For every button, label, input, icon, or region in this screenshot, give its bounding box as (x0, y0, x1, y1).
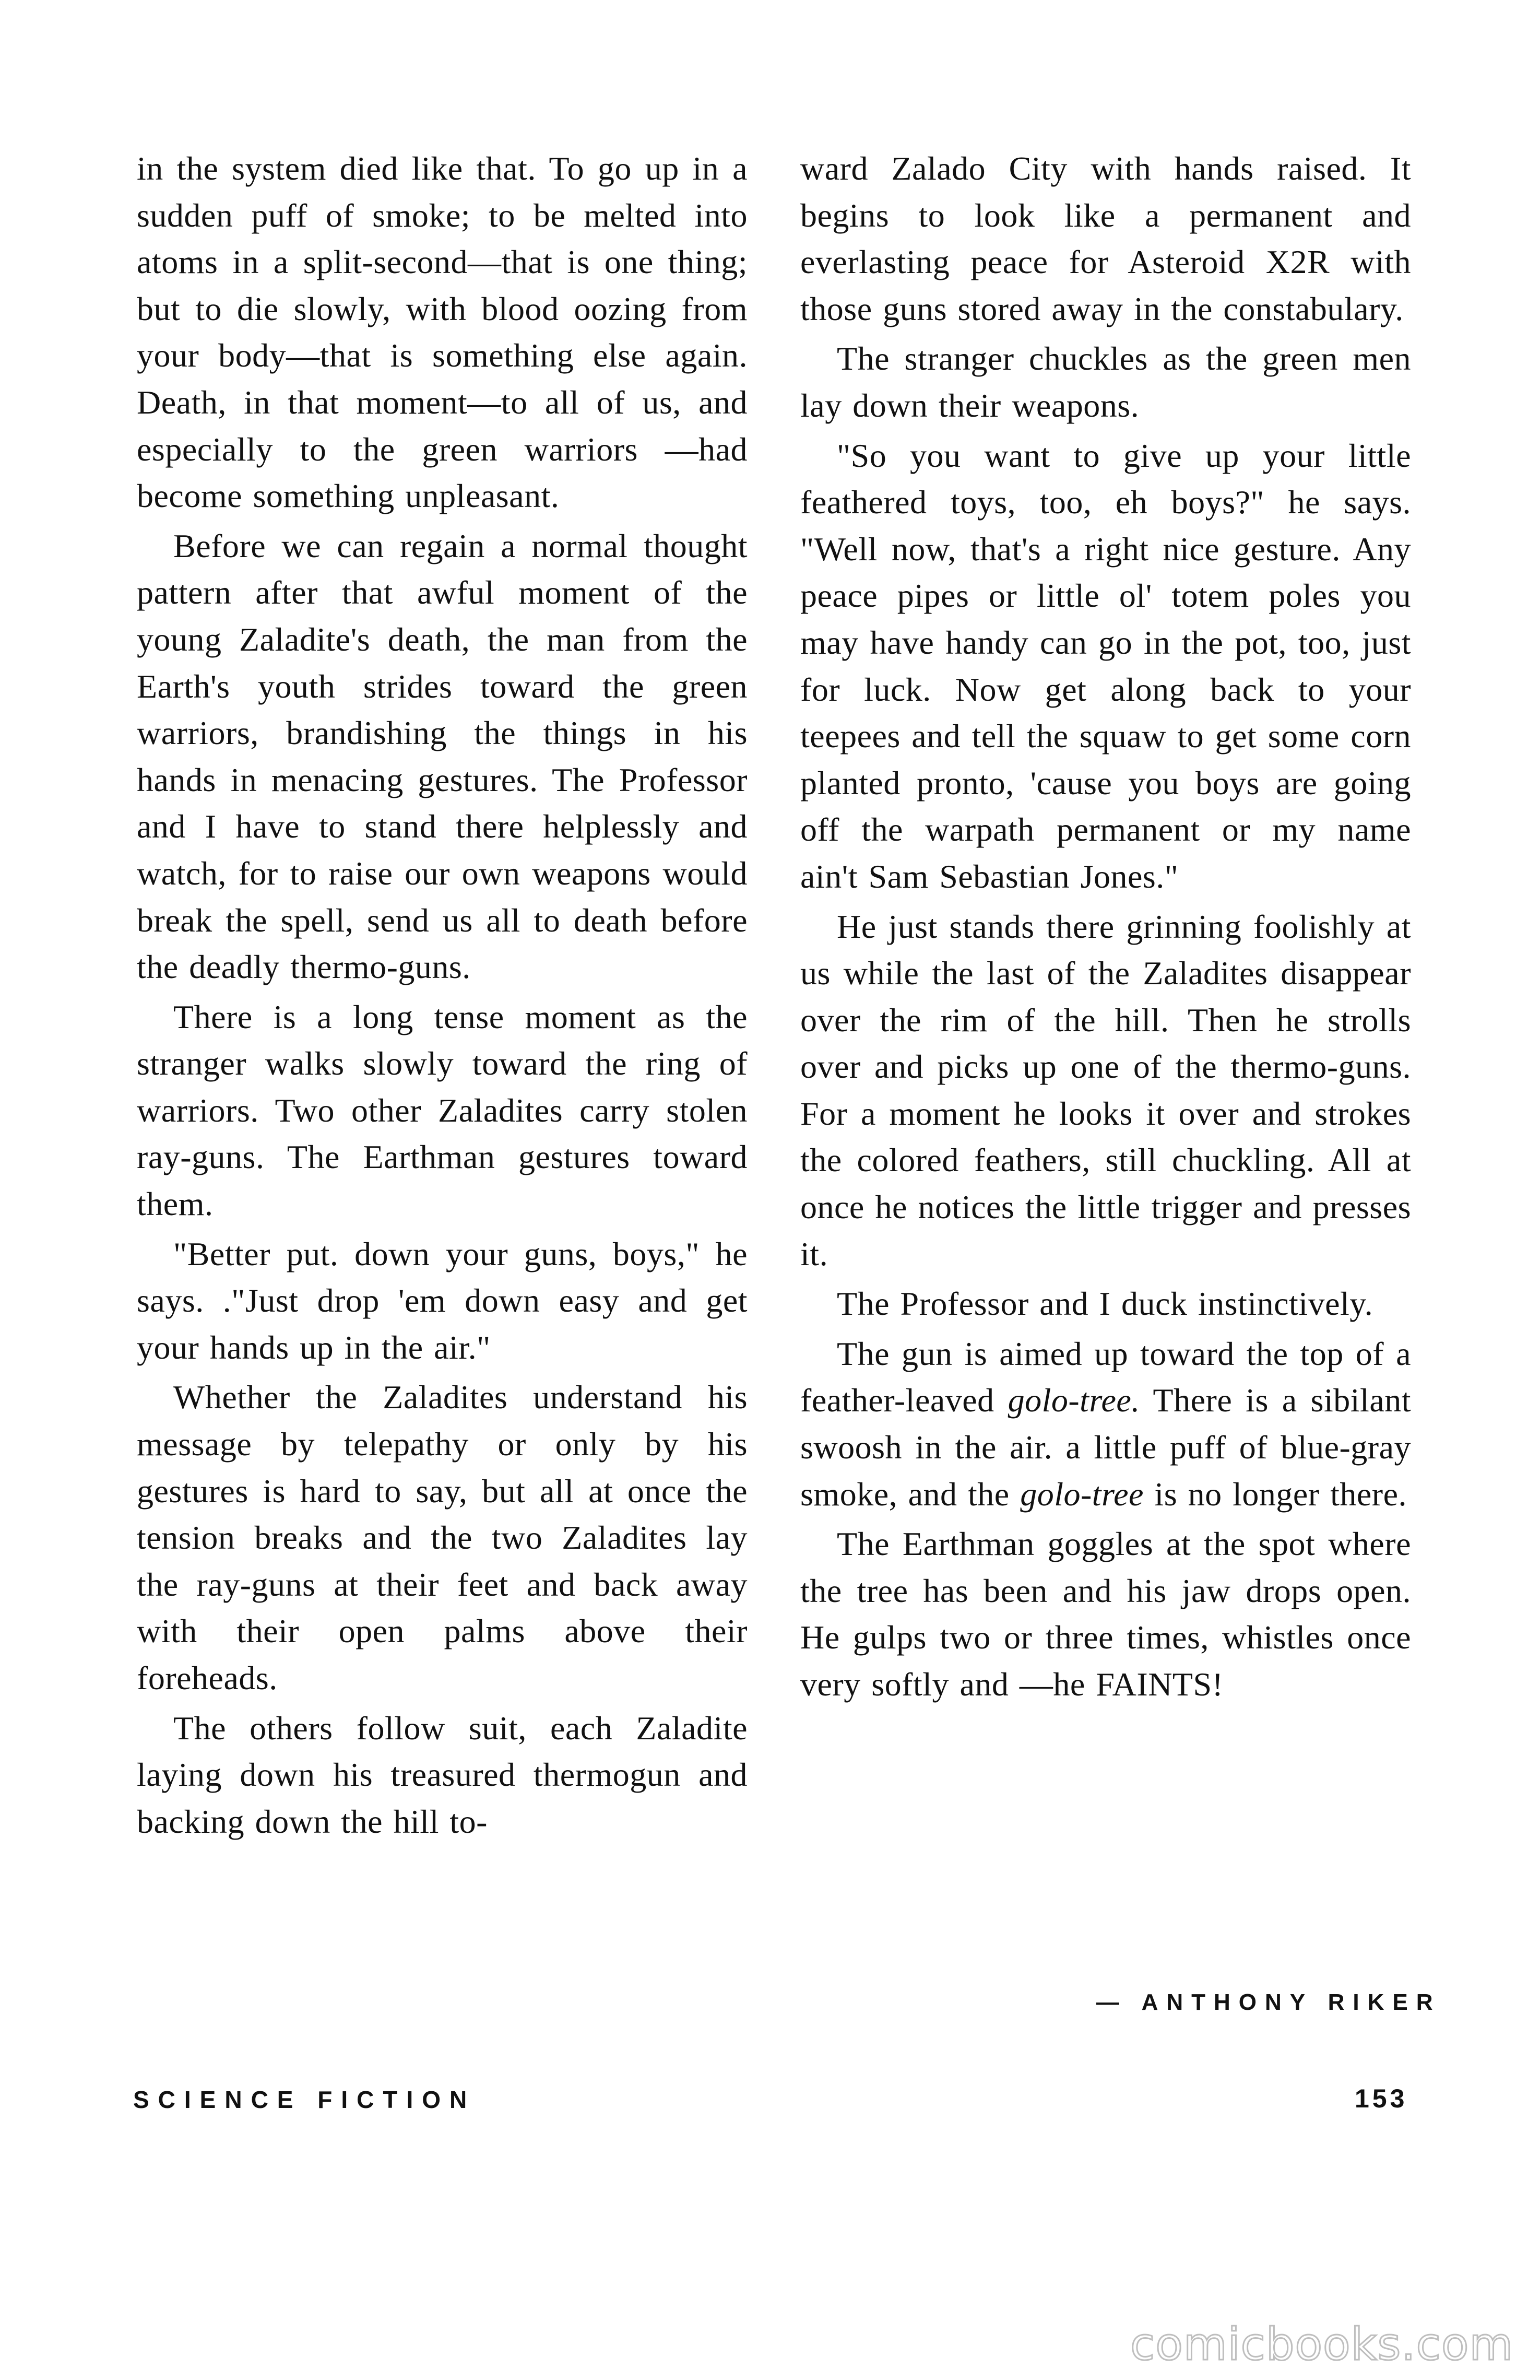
right-column (800, 145, 1411, 1711)
paragraph: ward Zalado City with hands raised. It begins to look like a permanent and everlasting peace for Asteroid X2R with those guns stored away in the constabulary. (800, 150, 1411, 327)
author-byline: — ANTHONY RIKER (1096, 1989, 1441, 2015)
paragraph: Whether the Zaladites understand his message by telepathy or only by his gestures is hard to say, but all at once the tension breaks and the two Zaladites lay the ray-guns at their feet and back away with their open palms above their foreheads. (137, 1378, 748, 1696)
paragraph: There is a long tense moment as the stranger walks slowly toward the ring of warriors. Two other Zaladites carry stolen ray-guns. The Earthman gestures toward them. (137, 998, 748, 1223)
watermark-logo: comicbooks.com (1130, 2318, 1514, 2371)
paragraph-text: The gun is aimed up toward the top of a feather-leaved (800, 1335, 1411, 1419)
paragraph: The others follow suit, each Zaladite laying down his treasured thermogun and backing down the hill to- (137, 1709, 748, 1840)
left-column (137, 145, 748, 1848)
paragraph-text: is no longer there. (1143, 1475, 1407, 1513)
tree-name: golo-tree. (1008, 1382, 1140, 1419)
footer-magazine-title: SCIENCE FICTION (133, 2086, 476, 2113)
paragraph (800, 1330, 1411, 1517)
paragraph: "So you want to give up your little feathered toys, too, eh boys?" he says. "Well now, that's a right nice gesture. Any peace pipes or little ol' totem poles you may have handy can go in the pot, too, just for luck. Now get along back to your teepees and tell the squaw to get some corn planted pronto, 'cause you boys are going off the warpath permanent or my name ain't Sam Sebastian Jones." (800, 437, 1411, 895)
paragraph: The stranger chuckles as the green men lay down their weapons. (800, 340, 1411, 424)
paragraph: He just stands there grinning foolishly at us while the last of the Zaladites disappear over the rim of the hill. Then he strolls over and picks up one of the thermo-guns. For a moment he looks it over and strokes the colored feathers, still chuckling. All at once he notices the little trigger and presses it. (800, 908, 1411, 1273)
paragraph: in the system died like that. To go up in a sudden puff of smoke; to be melted into atoms in a split-second—that is one thing; but to die slowly, with blood oozing from your body—that is something else again. Death, in that moment—to all of us, and especially to the green warriors —had become something unpleasant. (137, 150, 748, 515)
paragraph-text: There is a sibilant swoosh in the air. a little puff of blue-gray smoke, and the (800, 1382, 1411, 1513)
paragraph: The Earthman goggles at the spot where the tree has been and his jaw drops open. He gulps two or three times, whistles once very softly and —he FAINTS! (800, 1525, 1411, 1703)
paragraph: "Better put. down your guns, boys," he says. ."Just drop 'em down easy and get your hands up in the air." (137, 1235, 748, 1366)
paragraph: The Professor and I duck instinctively. (837, 1285, 1373, 1323)
paragraph: Before we can regain a normal thought pattern after that awful moment of the young Zaladite's death, the man from the Earth's youth strides toward the green warriors, brandishing the things in his hands in menacing gestures. The Professor and I have to stand there helplessly and watch, for to raise our own weapons would break the spell, send us all to death before the deadly thermo-guns. (137, 527, 748, 986)
tree-name: golo-tree (1020, 1475, 1144, 1513)
page-number: 153 (1355, 2084, 1408, 2113)
